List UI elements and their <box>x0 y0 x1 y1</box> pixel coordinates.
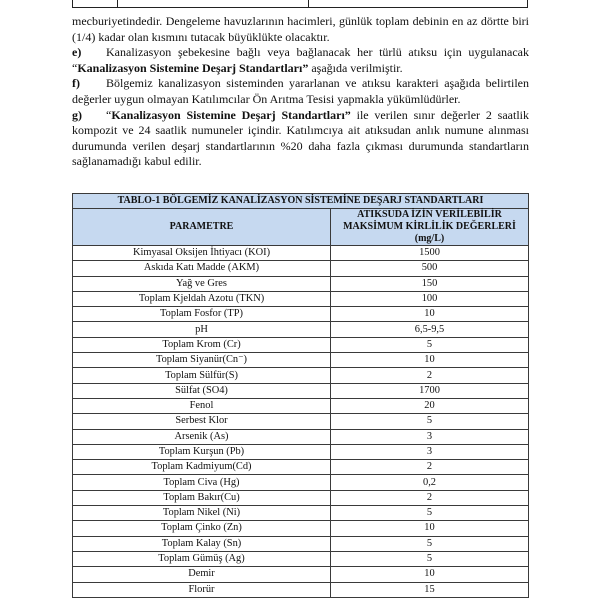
limit-value-cell: 6,5-9,5 <box>331 322 529 337</box>
table-row <box>73 337 529 352</box>
table-row <box>73 567 529 582</box>
limit-value-cell: 15 <box>331 582 529 597</box>
limit-value-cell: 2 <box>331 460 529 475</box>
parameter-cell: Toplam Gümüş (Ag) <box>73 551 331 566</box>
paragraph-e-text: Kanalizasyon şebekesine bağlı veya bağlanacak her türlü atıksu için uygulanacak “ <box>72 45 529 75</box>
paragraph-e-tail: aşağıda verilmiştir. <box>308 60 403 75</box>
paragraph-g-text: ile verilen sınır değerler 2 saatlik kompozit ve 24 saatlik numuneler içindir. Katılımcıya ait atıksudan anlık numune alınması durumunda verilen deşarj standartlarının %20 daha fazla çıkması durumunda standartların sağlanamadığı kabul edilir. <box>72 107 529 169</box>
table-row <box>73 414 529 429</box>
table-title-row <box>73 194 529 209</box>
table-row <box>73 383 529 398</box>
table-row <box>73 551 529 566</box>
limit-value-cell: 100 <box>331 291 529 306</box>
parameter-cell: Arsenik (As) <box>73 429 331 444</box>
limit-value-cell: 10 <box>331 567 529 582</box>
limit-value-cell: 20 <box>331 398 529 413</box>
parameter-cell: Kimyasal Oksijen İhtiyacı (KOI) <box>73 246 331 261</box>
paragraph-g-bold: Kanalizasyon Sistemine Deşarj Standartları” <box>111 107 351 122</box>
paragraph-g <box>72 108 529 170</box>
table-row <box>73 276 529 291</box>
column-header-limit: ATIKSUDA İZİN VERİLEBİLİR MAKSİMUM KİRLİLİK DEĞERLERİ (mg/L) <box>331 209 529 246</box>
parameter-cell: Toplam Krom (Cr) <box>73 337 331 352</box>
table-header-row <box>73 209 529 246</box>
parameter-cell: Toplam Kalay (Sn) <box>73 536 331 551</box>
table-divider <box>117 0 118 8</box>
table-divider <box>308 0 309 8</box>
table-row <box>73 490 529 505</box>
parameter-cell: Yağ ve Gres <box>73 276 331 291</box>
parameter-cell: Toplam Fosfor (TP) <box>73 307 331 322</box>
item-label-e: e) <box>72 45 82 60</box>
parameter-cell: Toplam Kadmiyum(Cd) <box>73 460 331 475</box>
limit-value-cell: 10 <box>331 521 529 536</box>
discharge-standards-table <box>72 193 529 598</box>
table-title: TABLO-1 BÖLGEMİZ KANALİZASYON SİSTEMİNE DEŞARJ STANDARTLARI <box>73 194 529 209</box>
table-row <box>73 307 529 322</box>
parameter-cell: Sülfat (SO4) <box>73 383 331 398</box>
item-label-f: f) <box>72 76 80 91</box>
table-row <box>73 506 529 521</box>
column-header-parameter: PARAMETRE <box>73 209 331 246</box>
limit-value-cell: 5 <box>331 551 529 566</box>
limit-value-cell: 5 <box>331 414 529 429</box>
parameter-cell: Toplam Nikel (Ni) <box>73 506 331 521</box>
paragraph-continuation: mecburiyetindedir. Dengeleme havuzlarının hacimleri, günlük toplam debinin en az dörtte biri (1/4) kadar olan kısmını tutacak büyüklükte olacaktır. <box>72 14 529 44</box>
table-body <box>73 246 529 598</box>
table-row <box>73 368 529 383</box>
table-row <box>73 353 529 368</box>
table-row <box>73 521 529 536</box>
parameter-cell: Askıda Katı Madde (AKM) <box>73 261 331 276</box>
limit-value-cell: 150 <box>331 276 529 291</box>
paragraph-e-bold: Kanalizasyon Sistemine Deşarj Standartları” <box>77 60 309 75</box>
table-row <box>73 291 529 306</box>
paragraph-e <box>72 45 529 76</box>
parameter-cell: Demir <box>73 567 331 582</box>
parameter-cell: Florür <box>73 582 331 597</box>
paragraph-f-text: Bölgemiz kanalizasyon sisteminden yararlanan ve atıksu karakteri aşağıda belirtilen değerler uygun olmayan Katılımcılar Ön Arıtma Tesisi yapmakla yükümlüdürler. <box>72 76 529 106</box>
limit-value-cell: 5 <box>331 506 529 521</box>
parameter-cell: pH <box>73 322 331 337</box>
table-row <box>73 460 529 475</box>
table-row <box>73 475 529 490</box>
parameter-cell: Toplam Civa (Hg) <box>73 475 331 490</box>
body-text <box>72 14 529 170</box>
limit-value-cell: 5 <box>331 536 529 551</box>
parameter-cell: Toplam Sülfür(S) <box>73 368 331 383</box>
table-row <box>73 261 529 276</box>
paragraph-g-open: “ <box>106 107 112 122</box>
parameter-cell: Toplam Kurşun (Pb) <box>73 444 331 459</box>
parameter-cell: Toplam Bakır(Cu) <box>73 490 331 505</box>
parameter-cell: Toplam Kjeldah Azotu (TKN) <box>73 291 331 306</box>
parameter-cell: Toplam Siyanür(Cn⁻) <box>73 353 331 368</box>
limit-value-cell: 1500 <box>331 246 529 261</box>
limit-value-cell: 3 <box>331 429 529 444</box>
parameter-cell: Fenol <box>73 398 331 413</box>
limit-value-cell: 10 <box>331 307 529 322</box>
limit-value-cell: 5 <box>331 337 529 352</box>
limit-value-cell: 2 <box>331 490 529 505</box>
parameter-cell: Toplam Çinko (Zn) <box>73 521 331 536</box>
limit-value-cell: 1700 <box>331 383 529 398</box>
limit-value-cell: 500 <box>331 261 529 276</box>
limit-value-cell: 3 <box>331 444 529 459</box>
table-row <box>73 536 529 551</box>
table-row <box>73 444 529 459</box>
table-row <box>73 246 529 261</box>
table-row <box>73 582 529 597</box>
limit-value-cell: 2 <box>331 368 529 383</box>
table-row <box>73 322 529 337</box>
table-row <box>73 429 529 444</box>
previous-table-bottom <box>72 0 528 8</box>
item-label-g: g) <box>72 107 82 122</box>
parameter-cell: Serbest Klor <box>73 414 331 429</box>
paragraph-f <box>72 76 529 107</box>
table-row <box>73 398 529 413</box>
limit-value-cell: 0,2 <box>331 475 529 490</box>
limit-value-cell: 10 <box>331 353 529 368</box>
